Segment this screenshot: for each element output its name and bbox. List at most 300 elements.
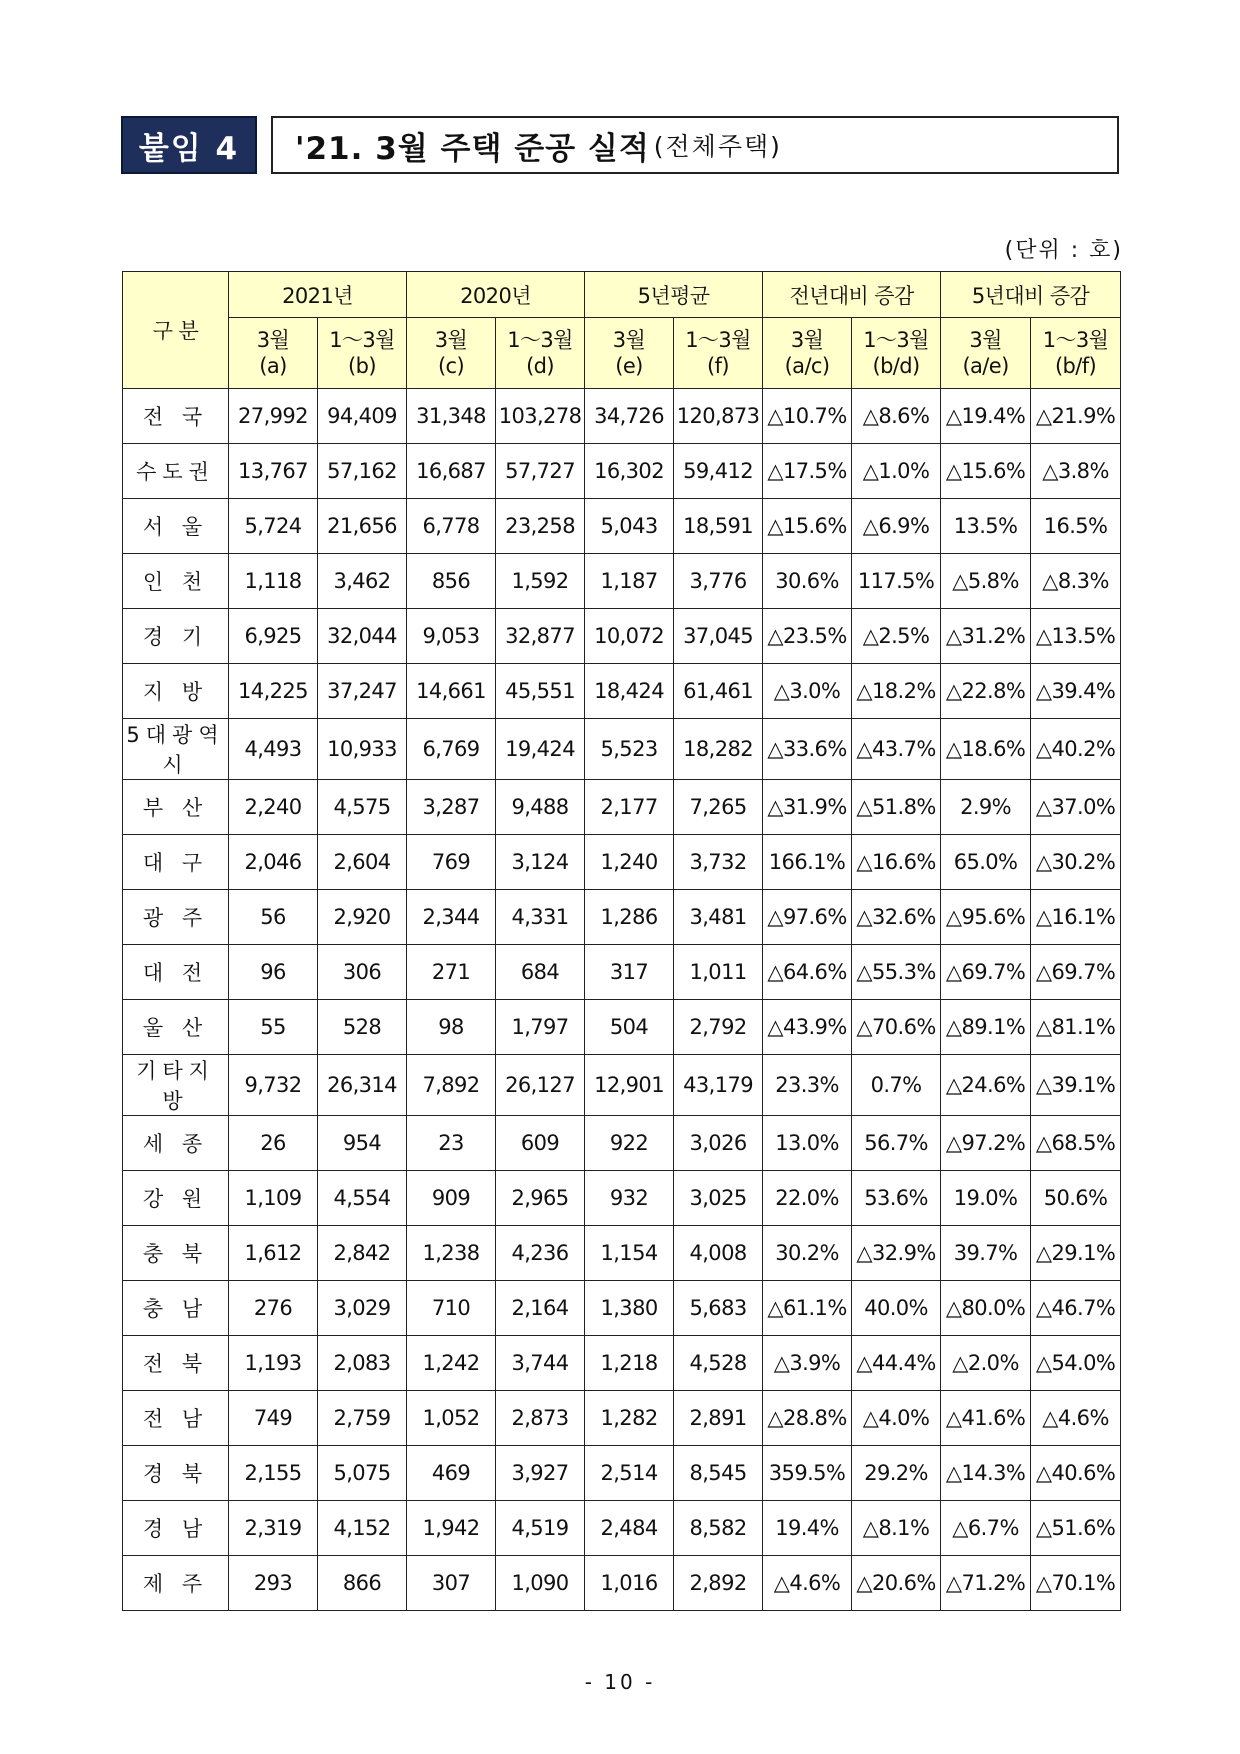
table-cell: 14,225 [229, 664, 318, 719]
row-label: 지 방 [123, 664, 229, 719]
table-cell: △16.6% [852, 835, 941, 890]
table-cell: 749 [229, 1391, 318, 1446]
table-cell: △18.2% [852, 664, 941, 719]
table-cell: 1,016 [585, 1556, 674, 1611]
table-cell: 3,124 [496, 835, 585, 890]
table-cell: 23,258 [496, 499, 585, 554]
table-cell: 43,179 [674, 1055, 763, 1116]
table-cell: △89.1% [941, 1000, 1031, 1055]
table-cell: 3,029 [318, 1281, 407, 1336]
row-label: 울 산 [123, 1000, 229, 1055]
table-cell: 2,319 [229, 1501, 318, 1556]
table-cell: △4.6% [1031, 1391, 1121, 1446]
table-cell: △22.8% [941, 664, 1031, 719]
table-row [123, 1055, 1121, 1116]
table-cell: 8,545 [674, 1446, 763, 1501]
table-cell: 4,236 [496, 1226, 585, 1281]
column-header-code: (d) [526, 354, 554, 378]
table-cell: 4,575 [318, 780, 407, 835]
attachment-badge: 붙임 4 [121, 116, 257, 174]
table-cell: △70.6% [852, 1000, 941, 1055]
table-cell: △8.6% [852, 389, 941, 444]
table-cell: 6,925 [229, 609, 318, 664]
row-label: 제 주 [123, 1556, 229, 1611]
table-cell: △37.0% [1031, 780, 1121, 835]
table-cell: 6,769 [407, 719, 496, 780]
table-cell: 528 [318, 1000, 407, 1055]
table-cell: 609 [496, 1116, 585, 1171]
column-header-code: (c) [437, 354, 465, 378]
row-label: 세 종 [123, 1116, 229, 1171]
table-cell: △39.4% [1031, 664, 1121, 719]
table-cell: △95.6% [941, 890, 1031, 945]
table-cell: 359.5% [763, 1446, 852, 1501]
row-label: 기타지방 [123, 1055, 229, 1116]
table-row [123, 499, 1121, 554]
table-cell: 65.0% [941, 835, 1031, 890]
table-cell: 5,075 [318, 1446, 407, 1501]
column-header-code: (f) [707, 354, 730, 378]
table-cell: 6,778 [407, 499, 496, 554]
row-label: 서 울 [123, 499, 229, 554]
table-cell: △3.0% [763, 664, 852, 719]
table-cell: △31.9% [763, 780, 852, 835]
row-label: 부 산 [123, 780, 229, 835]
table-cell: 16,302 [585, 444, 674, 499]
table-cell: 909 [407, 1171, 496, 1226]
table-cell: △97.2% [941, 1116, 1031, 1171]
table-cell: 59,412 [674, 444, 763, 499]
table-row [123, 664, 1121, 719]
table-cell: 856 [407, 554, 496, 609]
table-cell: △31.2% [941, 609, 1031, 664]
table-row [123, 1391, 1121, 1446]
table-cell: 1,218 [585, 1336, 674, 1391]
table-row [123, 1226, 1121, 1281]
row-label: 인 천 [123, 554, 229, 609]
table-cell: 922 [585, 1116, 674, 1171]
table-cell: △40.2% [1031, 719, 1121, 780]
table-cell: 13,767 [229, 444, 318, 499]
row-label: 광 주 [123, 890, 229, 945]
table-row [123, 1336, 1121, 1391]
table-cell: △5.8% [941, 554, 1031, 609]
table-cell: 13.5% [941, 499, 1031, 554]
table-cell: △24.6% [941, 1055, 1031, 1116]
table-cell: 96 [229, 945, 318, 1000]
table-cell: 7,892 [407, 1055, 496, 1116]
table-cell: 14,661 [407, 664, 496, 719]
table-row [123, 1281, 1121, 1336]
table-cell: 4,152 [318, 1501, 407, 1556]
table-cell: 3,744 [496, 1336, 585, 1391]
table-cell: 29.2% [852, 1446, 941, 1501]
table-cell: △55.3% [852, 945, 941, 1000]
table-row [123, 389, 1121, 444]
table-row [123, 554, 1121, 609]
table-cell: △21.9% [1031, 389, 1121, 444]
table-cell: △32.9% [852, 1226, 941, 1281]
column-header-period: 1～3월 [329, 328, 395, 352]
table-cell: 2,965 [496, 1171, 585, 1226]
table-cell: 57,162 [318, 444, 407, 499]
table-cell: 45,551 [496, 664, 585, 719]
table-cell: 4,554 [318, 1171, 407, 1226]
table-cell: △80.0% [941, 1281, 1031, 1336]
table-cell: △16.1% [1031, 890, 1121, 945]
table-cell: 1,109 [229, 1171, 318, 1226]
table-cell: △29.1% [1031, 1226, 1121, 1281]
table-cell: 26 [229, 1116, 318, 1171]
column-header-period: 3월 [434, 328, 468, 352]
table-cell: 5,724 [229, 499, 318, 554]
table-cell: 3,026 [674, 1116, 763, 1171]
table-cell: 31,348 [407, 389, 496, 444]
column-header [496, 318, 585, 389]
table-cell: △69.7% [1031, 945, 1121, 1000]
table-cell: 61,461 [674, 664, 763, 719]
table-cell: 2,842 [318, 1226, 407, 1281]
table-cell: 2,177 [585, 780, 674, 835]
table-cell: 2,240 [229, 780, 318, 835]
table-cell: 26,127 [496, 1055, 585, 1116]
table-cell: △44.4% [852, 1336, 941, 1391]
table-cell: 2,604 [318, 835, 407, 890]
table-cell: 9,732 [229, 1055, 318, 1116]
table-cell: 0.7% [852, 1055, 941, 1116]
column-header [229, 318, 318, 389]
column-header [674, 318, 763, 389]
table-cell: 1,612 [229, 1226, 318, 1281]
table-cell: 1,282 [585, 1391, 674, 1446]
table-cell: △46.7% [1031, 1281, 1121, 1336]
row-label: 경 북 [123, 1446, 229, 1501]
table-cell: 18,424 [585, 664, 674, 719]
table-cell: 10,072 [585, 609, 674, 664]
table-cell: △4.0% [852, 1391, 941, 1446]
table-cell: △41.6% [941, 1391, 1031, 1446]
table-cell: 469 [407, 1446, 496, 1501]
column-header-code: (a/c) [784, 354, 830, 378]
column-header-period: 1～3월 [863, 328, 929, 352]
table-row [123, 1501, 1121, 1556]
table-cell: 8,582 [674, 1501, 763, 1556]
table-cell: 50.6% [1031, 1171, 1121, 1226]
column-header-period: 3월 [969, 328, 1002, 352]
table-cell: 3,776 [674, 554, 763, 609]
row-label: 전 남 [123, 1391, 229, 1446]
table-cell: 39.7% [941, 1226, 1031, 1281]
column-header-period: 3월 [612, 328, 646, 352]
table-cell: △6.9% [852, 499, 941, 554]
table-cell: 27,992 [229, 389, 318, 444]
table-cell: 4,528 [674, 1336, 763, 1391]
table-cell: 2,164 [496, 1281, 585, 1336]
table-cell: 1,797 [496, 1000, 585, 1055]
table-cell: 4,519 [496, 1501, 585, 1556]
table-cell: △18.6% [941, 719, 1031, 780]
table-cell: 954 [318, 1116, 407, 1171]
column-header-period: 1～3월 [507, 328, 573, 352]
table-cell: 37,247 [318, 664, 407, 719]
page-title: '21. 3월 주택 준공 실적 [295, 130, 650, 167]
table-cell: 3,462 [318, 554, 407, 609]
page-subtitle: (전체주택) [653, 132, 782, 161]
table-cell: 18,282 [674, 719, 763, 780]
table-cell: 1,942 [407, 1501, 496, 1556]
table-cell: 56.7% [852, 1116, 941, 1171]
table-cell: 1,240 [585, 835, 674, 890]
table-cell: 1,187 [585, 554, 674, 609]
table-row [123, 1556, 1121, 1611]
table-cell: △19.4% [941, 389, 1031, 444]
table-cell: 166.1% [763, 835, 852, 890]
group-header: 2021년 [229, 272, 407, 318]
table-cell: 34,726 [585, 389, 674, 444]
table-cell: △68.5% [1031, 1116, 1121, 1171]
table-cell: △43.9% [763, 1000, 852, 1055]
table-cell: △69.7% [941, 945, 1031, 1000]
table-cell: 1,286 [585, 890, 674, 945]
table-cell: 23.3% [763, 1055, 852, 1116]
table-cell: 2,484 [585, 1501, 674, 1556]
table-cell: △17.5% [763, 444, 852, 499]
table-cell: 10,933 [318, 719, 407, 780]
table-cell: 9,053 [407, 609, 496, 664]
table-cell: △20.6% [852, 1556, 941, 1611]
table-cell: 21,656 [318, 499, 407, 554]
table-cell: 2,873 [496, 1391, 585, 1446]
table-cell: 32,044 [318, 609, 407, 664]
table-cell: △61.1% [763, 1281, 852, 1336]
table-cell: △33.6% [763, 719, 852, 780]
table-cell: △43.7% [852, 719, 941, 780]
table-cell: △15.6% [941, 444, 1031, 499]
table-cell: △10.7% [763, 389, 852, 444]
table-cell: 9,488 [496, 780, 585, 835]
table-cell: 19,424 [496, 719, 585, 780]
table-cell: 1,118 [229, 554, 318, 609]
row-label: 강 원 [123, 1171, 229, 1226]
table-cell: 5,683 [674, 1281, 763, 1336]
table-cell: 3,927 [496, 1446, 585, 1501]
table-cell: 94,409 [318, 389, 407, 444]
table-cell: 98 [407, 1000, 496, 1055]
table-cell: 5,043 [585, 499, 674, 554]
table-cell: △30.2% [1031, 835, 1121, 890]
housing-completion-table [122, 271, 1121, 1611]
column-header-period: 3월 [256, 328, 290, 352]
table-cell: 53.6% [852, 1171, 941, 1226]
column-header-code: (a) [259, 354, 287, 378]
table-cell: △28.8% [763, 1391, 852, 1446]
table-cell: 2,920 [318, 890, 407, 945]
column-header [852, 318, 941, 389]
table-row [123, 719, 1121, 780]
table-cell: △1.0% [852, 444, 941, 499]
column-header [407, 318, 496, 389]
column-header-period: 3월 [790, 328, 824, 352]
table-cell: 19.0% [941, 1171, 1031, 1226]
table-cell: △8.1% [852, 1501, 941, 1556]
table-cell: 40.0% [852, 1281, 941, 1336]
table-cell: 769 [407, 835, 496, 890]
table-cell: 2,344 [407, 890, 496, 945]
table-cell: 117.5% [852, 554, 941, 609]
table-cell: 293 [229, 1556, 318, 1611]
column-header-code: (a/e) [962, 354, 1009, 378]
table-cell: 22.0% [763, 1171, 852, 1226]
table-cell: 276 [229, 1281, 318, 1336]
group-header: 전년대비 증감 [763, 272, 941, 318]
table-cell: 4,493 [229, 719, 318, 780]
table-cell: 2,083 [318, 1336, 407, 1391]
table-cell: 30.2% [763, 1226, 852, 1281]
table-cell: 1,193 [229, 1336, 318, 1391]
table-cell: △4.6% [763, 1556, 852, 1611]
table-cell: 26,314 [318, 1055, 407, 1116]
table-cell: 56 [229, 890, 318, 945]
table-cell: 103,278 [496, 389, 585, 444]
table-cell: 1,090 [496, 1556, 585, 1611]
table-cell: 30.6% [763, 554, 852, 609]
table-cell: 932 [585, 1171, 674, 1226]
column-header-code: (b/d) [872, 354, 920, 378]
table-cell: △81.1% [1031, 1000, 1121, 1055]
table-cell: △97.6% [763, 890, 852, 945]
table-cell: △8.3% [1031, 554, 1121, 609]
row-label: 전 국 [123, 389, 229, 444]
table-cell: 57,727 [496, 444, 585, 499]
table-cell: 1,011 [674, 945, 763, 1000]
table-cell: △14.3% [941, 1446, 1031, 1501]
table-cell: △6.7% [941, 1501, 1031, 1556]
table-cell: 120,873 [674, 389, 763, 444]
table-cell: △23.5% [763, 609, 852, 664]
row-label: 전 북 [123, 1336, 229, 1391]
table-cell: 2,759 [318, 1391, 407, 1446]
column-header-code: (e) [615, 354, 643, 378]
table-cell: 5,523 [585, 719, 674, 780]
column-header-period: 1～3월 [685, 328, 751, 352]
table-cell: 2,046 [229, 835, 318, 890]
unit-note: (단위 : 호) [1004, 238, 1123, 263]
table-cell: 4,008 [674, 1226, 763, 1281]
table-row [123, 945, 1121, 1000]
table-row [123, 1446, 1121, 1501]
table-cell: △64.6% [763, 945, 852, 1000]
corner-header: 구 분 [123, 272, 229, 389]
table-cell: 866 [318, 1556, 407, 1611]
page-number: - 10 - [584, 1670, 656, 1694]
table-cell: △51.8% [852, 780, 941, 835]
row-label: 수도권 [123, 444, 229, 499]
table-cell: 306 [318, 945, 407, 1000]
column-header [1031, 318, 1121, 389]
table-cell: △32.6% [852, 890, 941, 945]
table-cell: 19.4% [763, 1501, 852, 1556]
row-label: 대 구 [123, 835, 229, 890]
table-cell: △51.6% [1031, 1501, 1121, 1556]
table-cell: 2,892 [674, 1556, 763, 1611]
table-cell: △40.6% [1031, 1446, 1121, 1501]
table-cell: 710 [407, 1281, 496, 1336]
table-cell: △71.2% [941, 1556, 1031, 1611]
table-cell: 2.9% [941, 780, 1031, 835]
table-cell: 3,025 [674, 1171, 763, 1226]
row-label: 대 전 [123, 945, 229, 1000]
table-cell: 1,592 [496, 554, 585, 609]
row-label: 경 기 [123, 609, 229, 664]
row-label: 5대광역시 [123, 719, 229, 780]
table-row [123, 444, 1121, 499]
table-cell: 7,265 [674, 780, 763, 835]
table-cell: 16,687 [407, 444, 496, 499]
column-header-period: 1～3월 [1042, 328, 1109, 352]
table-cell: 1,154 [585, 1226, 674, 1281]
table-cell: 307 [407, 1556, 496, 1611]
table-cell: 12,901 [585, 1055, 674, 1116]
table-cell: 1,238 [407, 1226, 496, 1281]
table-cell: 271 [407, 945, 496, 1000]
table-row [123, 890, 1121, 945]
table-row [123, 1116, 1121, 1171]
table-cell: 3,732 [674, 835, 763, 890]
column-header-code: (b) [348, 354, 376, 378]
table-cell: 684 [496, 945, 585, 1000]
column-header [318, 318, 407, 389]
table-cell: △2.5% [852, 609, 941, 664]
table-cell: 18,591 [674, 499, 763, 554]
table-cell: 3,481 [674, 890, 763, 945]
column-header [763, 318, 852, 389]
group-header: 2020년 [407, 272, 585, 318]
table-cell: 16.5% [1031, 499, 1121, 554]
table-cell: 2,891 [674, 1391, 763, 1446]
table-cell: 504 [585, 1000, 674, 1055]
table-row [123, 1000, 1121, 1055]
table-cell: 2,792 [674, 1000, 763, 1055]
table-cell: 13.0% [763, 1116, 852, 1171]
table-cell: △15.6% [763, 499, 852, 554]
row-label: 경 남 [123, 1501, 229, 1556]
table-cell: 37,045 [674, 609, 763, 664]
row-label: 충 남 [123, 1281, 229, 1336]
column-header [941, 318, 1031, 389]
table-cell: 32,877 [496, 609, 585, 664]
table-cell: △13.5% [1031, 609, 1121, 664]
row-label: 충 북 [123, 1226, 229, 1281]
table-row [123, 835, 1121, 890]
table-cell: 2,155 [229, 1446, 318, 1501]
table-cell: △39.1% [1031, 1055, 1121, 1116]
table-row [123, 1171, 1121, 1226]
table-cell: 1,380 [585, 1281, 674, 1336]
group-header: 5년대비 증감 [941, 272, 1121, 318]
group-header: 5년평균 [585, 272, 763, 318]
table-cell: △3.9% [763, 1336, 852, 1391]
table-cell: 23 [407, 1116, 496, 1171]
table-cell: 4,331 [496, 890, 585, 945]
table-cell: △70.1% [1031, 1556, 1121, 1611]
table-cell: △3.8% [1031, 444, 1121, 499]
column-header-code: (b/f) [1054, 354, 1097, 378]
table-cell: 317 [585, 945, 674, 1000]
table-row [123, 609, 1121, 664]
page-title-box [271, 116, 1119, 174]
table-cell: 3,287 [407, 780, 496, 835]
table-cell: △54.0% [1031, 1336, 1121, 1391]
